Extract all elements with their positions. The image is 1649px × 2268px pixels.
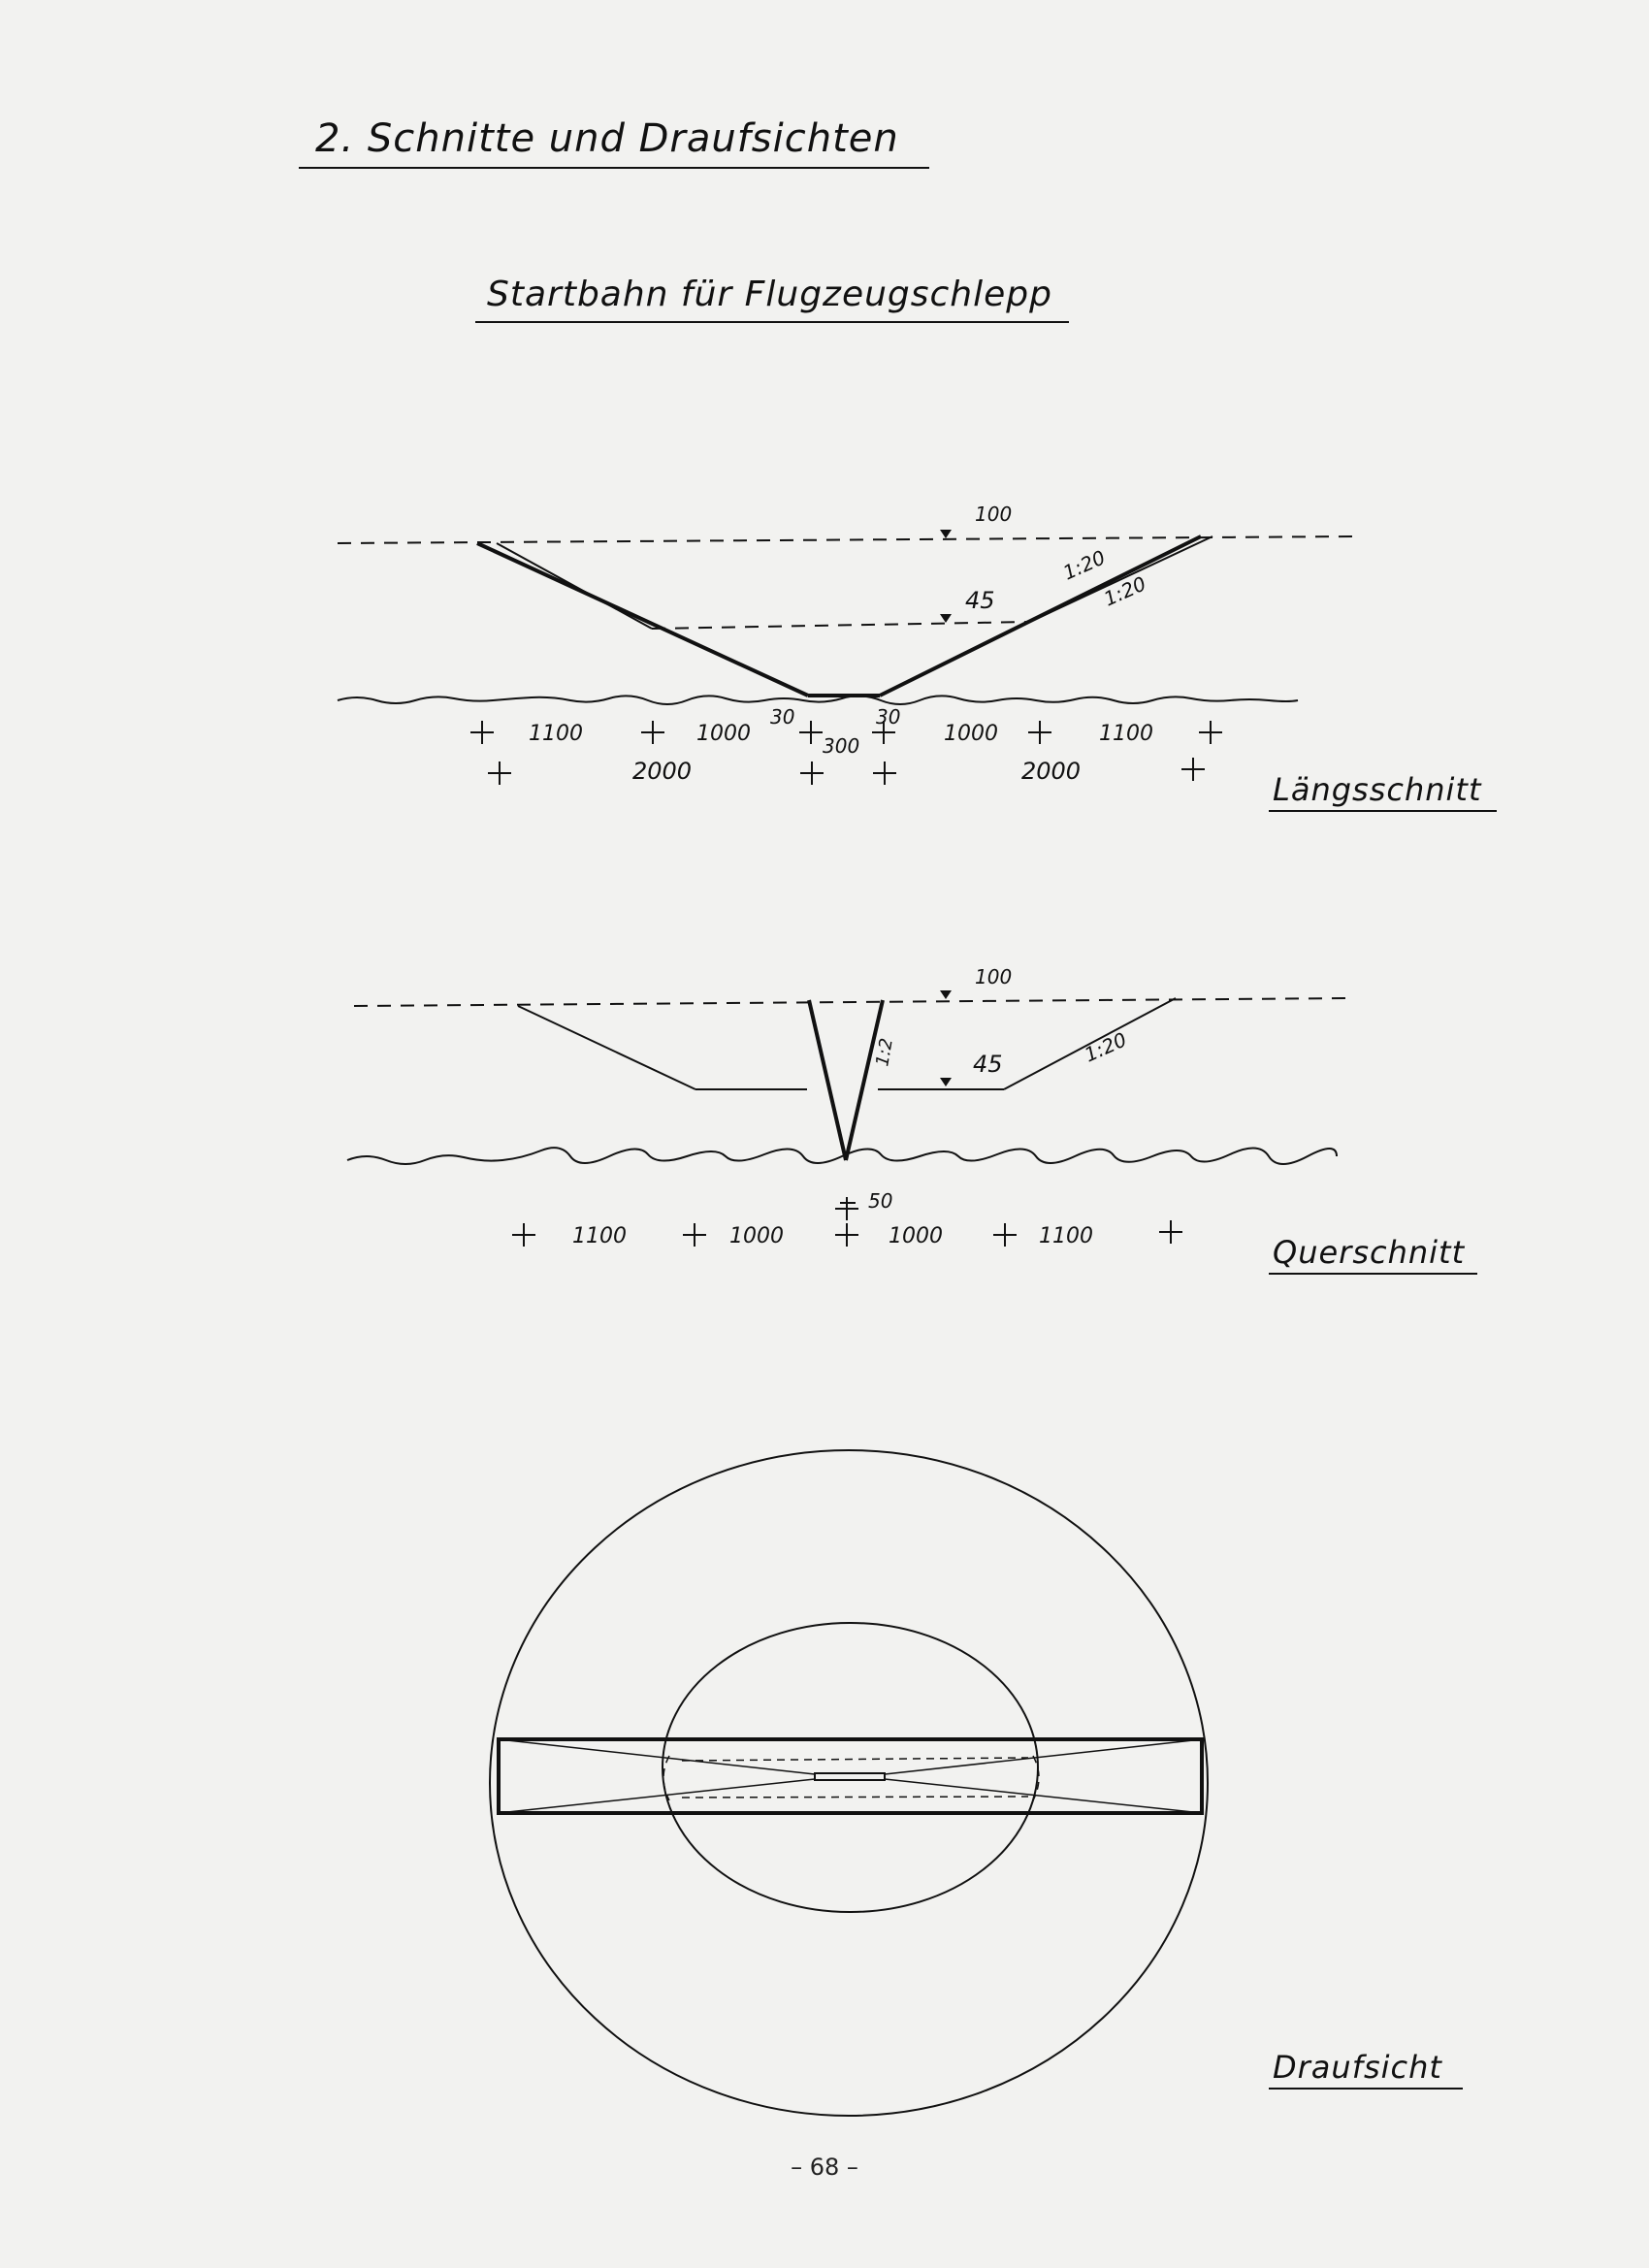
- cross-level-45: 45: [973, 1051, 1003, 1078]
- outer-boundary: [490, 1450, 1208, 2116]
- cross-dim-center: 50: [868, 1189, 893, 1213]
- cross-dim-3: 1000: [889, 1224, 943, 1248]
- label-laengsschnitt: Längsschnitt: [1273, 771, 1482, 808]
- drawing-title: Startbahn für Flugzeugschlepp: [487, 275, 1052, 314]
- label-draufsicht-underline: [1269, 2088, 1463, 2090]
- long-dim-6: 1100: [1099, 722, 1153, 746]
- long-level-100: 100: [975, 502, 1013, 526]
- level-45-line: [652, 622, 1030, 629]
- cross-section: [347, 990, 1350, 1247]
- center-trench: [815, 1773, 885, 1780]
- long-dim-1: 1100: [529, 722, 583, 746]
- cross-dim-1: 1100: [572, 1224, 627, 1248]
- long-dim-total-right: 2000: [1021, 758, 1082, 785]
- long-dim-total-left: 2000: [632, 758, 693, 785]
- label-querschnitt: Querschnitt: [1273, 1234, 1466, 1271]
- longitudinal-labels: [529, 502, 1153, 785]
- cross-slope-gentle: 1:20: [1081, 1027, 1131, 1067]
- long-slope-2: 1:20: [1100, 571, 1150, 611]
- long-level-45: 45: [965, 587, 995, 614]
- cross-level-100: 100: [975, 965, 1013, 988]
- long-dim-3: 30: [770, 705, 795, 729]
- long-dim-center: 300: [823, 734, 860, 758]
- cross-dim-2: 1000: [729, 1224, 784, 1248]
- long-dim-2: 1000: [696, 722, 751, 746]
- label-laengsschnitt-underline: [1269, 810, 1497, 812]
- cross-labels: [572, 965, 1130, 1248]
- section-heading: 2. Schnitte und Draufsichten: [315, 116, 899, 161]
- cross-dim-4: 1100: [1039, 1224, 1093, 1248]
- inner-oval: [663, 1623, 1038, 1912]
- plan-view: [490, 1450, 1208, 2116]
- long-dim-5: 1000: [944, 722, 998, 746]
- cross-slope-steep: 1:2: [872, 1036, 897, 1068]
- label-querschnitt-underline: [1269, 1273, 1477, 1275]
- level-45-marker: [940, 614, 952, 623]
- level-100-marker: [940, 530, 952, 538]
- label-draufsicht: Draufsicht: [1273, 2049, 1442, 2086]
- page-number: – 68 –: [791, 2154, 858, 2181]
- long-slope-1: 1:20: [1059, 545, 1110, 585]
- cross-level-100-line: [354, 998, 1350, 1006]
- long-dim-4: 30: [876, 705, 901, 729]
